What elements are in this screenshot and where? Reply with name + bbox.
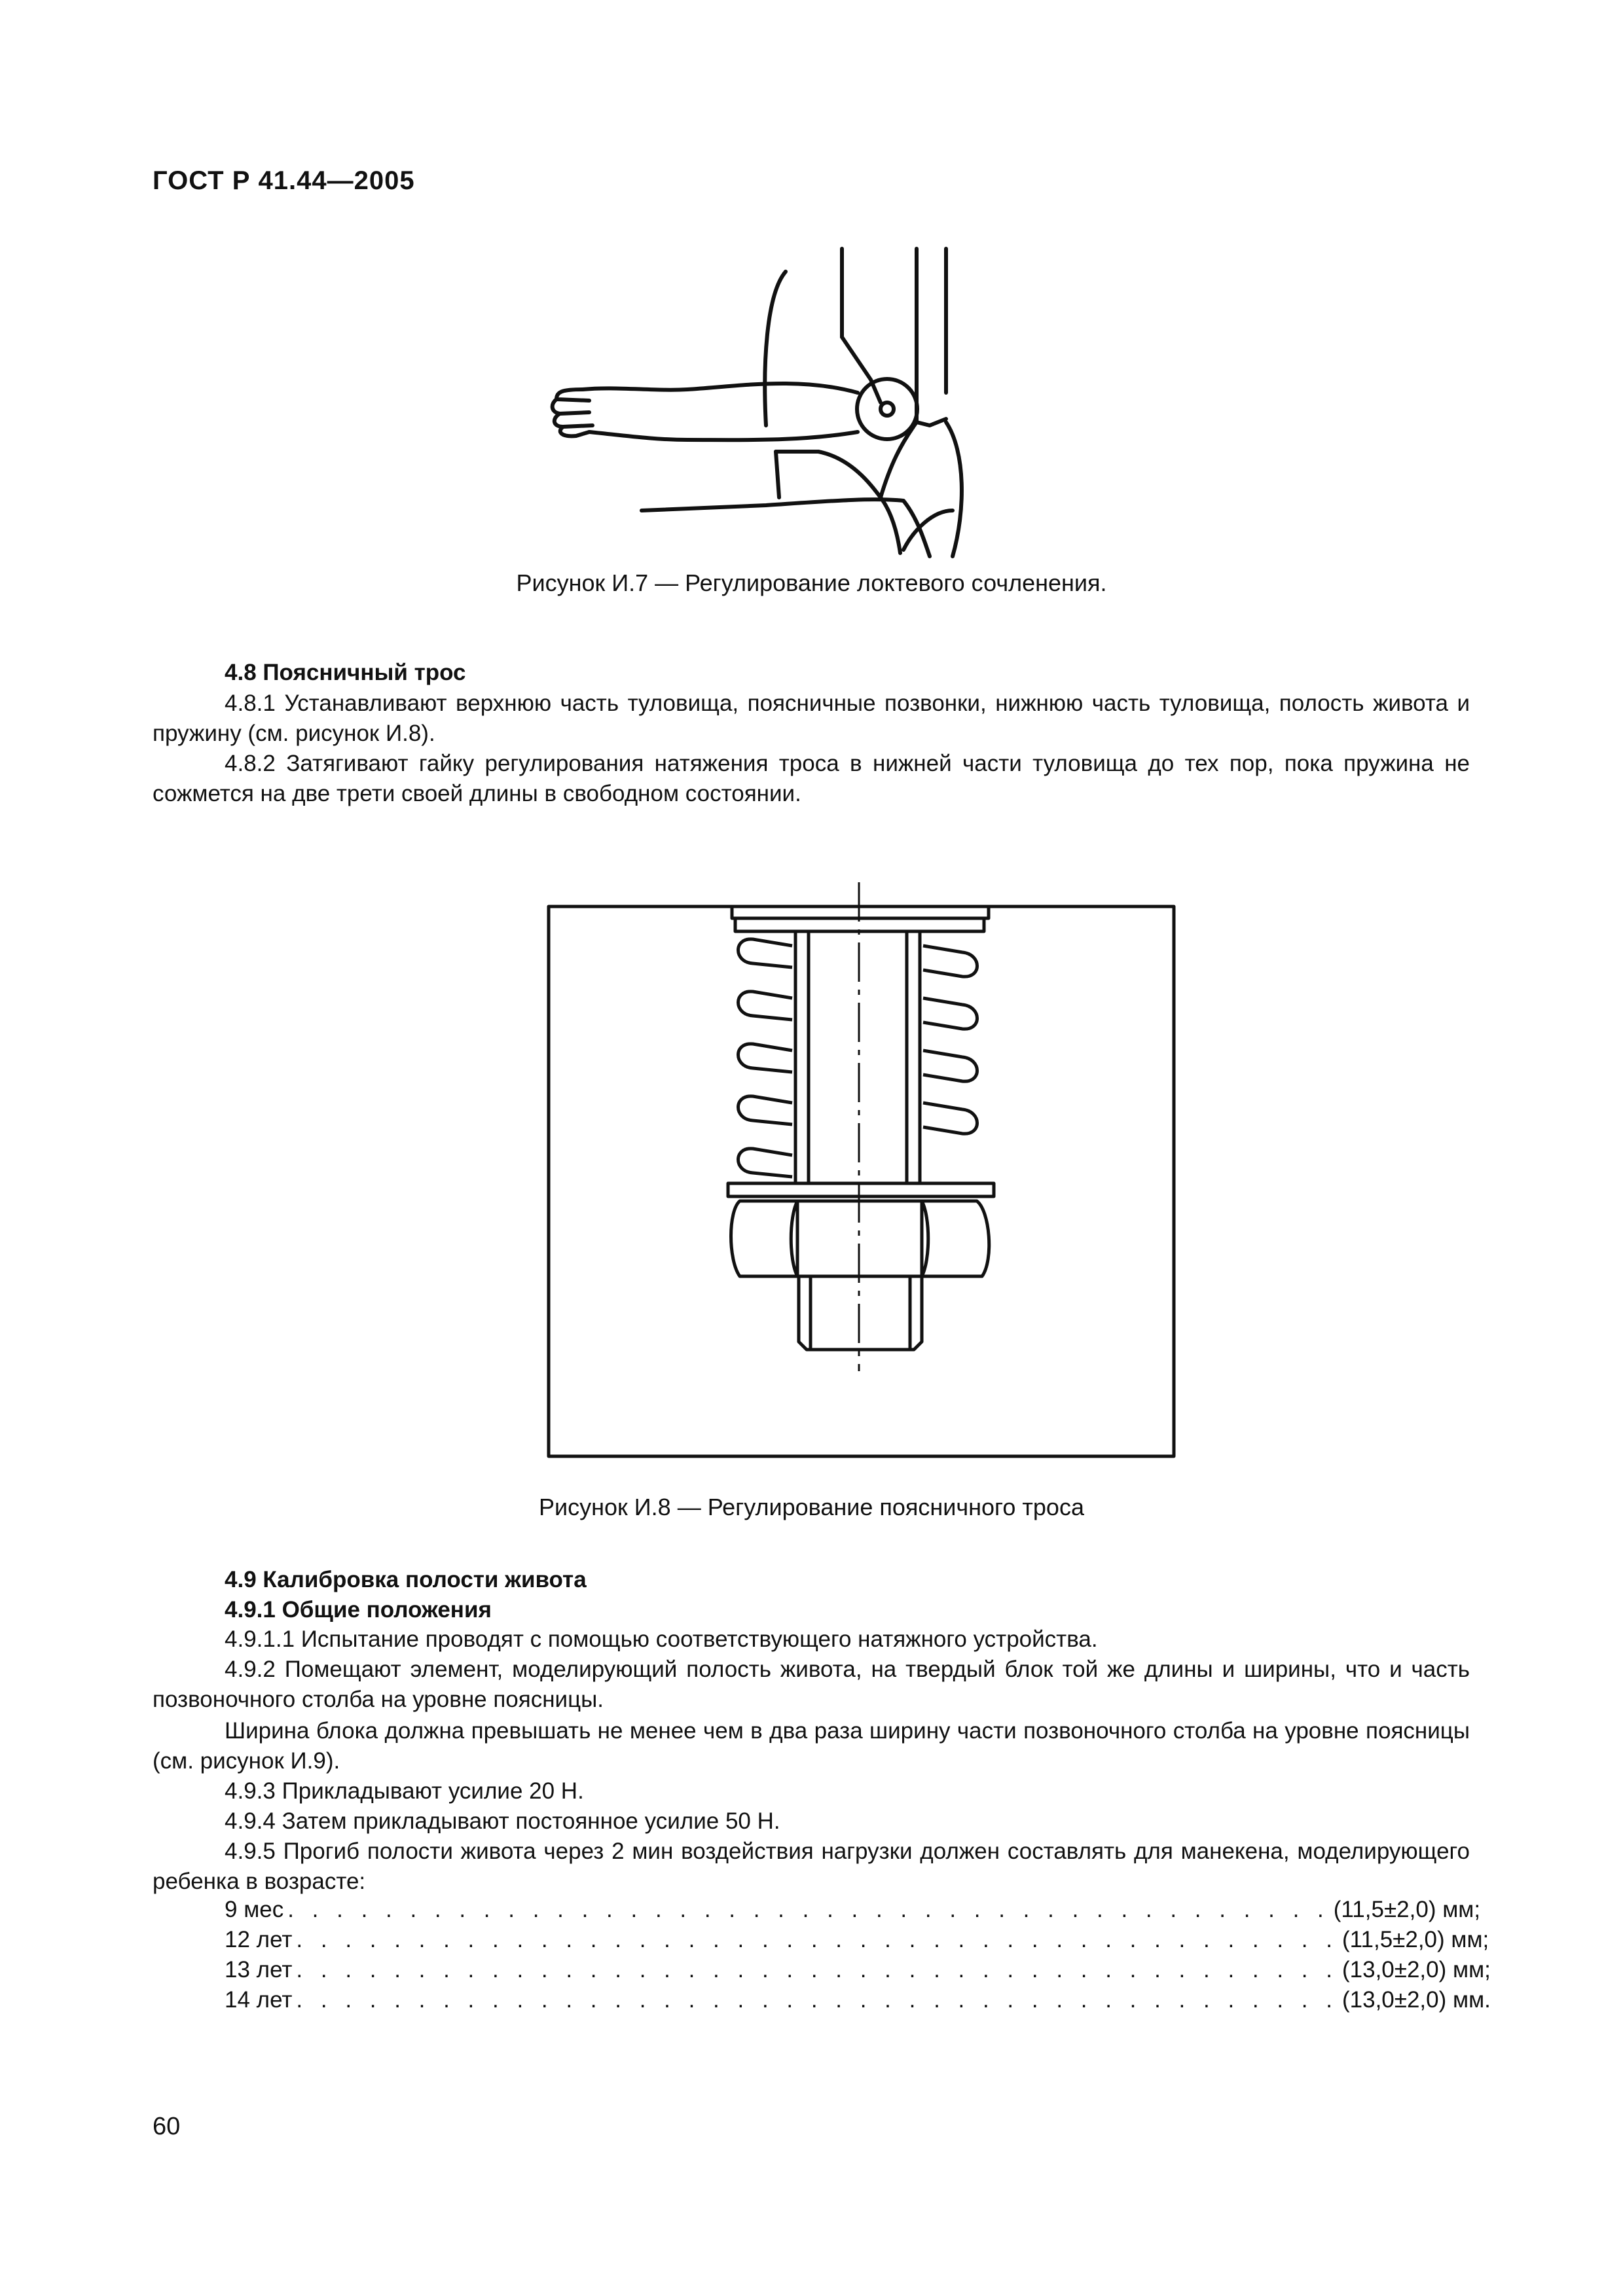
- paragraph-4-9-1-1: 4.9.1.1 Испытание проводят с помощью соответствующего натяжного устройства.: [225, 1626, 1098, 1652]
- deflection-row: 14 лет . . . . . . . . . . . . . . . . . . . . . . . . . . . . . . . . . . . . . . . . . . . (13,0±2,0) мм.: [225, 1987, 1491, 2013]
- paragraph-4-9-3: 4.9.3 Прикладывают усилие 20 Н.: [225, 1778, 584, 1804]
- section-4-8-title: 4.8 Поясничный трос: [225, 660, 466, 685]
- paragraph-4-9-4: 4.9.4 Затем прикладывают постоянное усилие 50 Н.: [225, 1808, 780, 1834]
- paragraph-block-width: Ширина блока должна превышать не менее чем в два раза ширину части позвоночного столба на уровне поясницы (см. рисунок И.9).: [153, 1718, 1470, 1774]
- paragraph-4-9-5: 4.9.5 Прогиб полости живота через 2 мин воздействия нагрузки должен составлять для манекена, моделирующего ребенка в возрасте:: [153, 1839, 1470, 1894]
- section-4-9-1-title: 4.9.1 Общие положения: [225, 1597, 492, 1623]
- deflection-row: 9 мес . . . . . . . . . . . . . . . . . . . . . . . . . . . . . . . . . . . . . . . . . . . (11,5±2,0) мм;: [225, 1897, 1481, 1922]
- section-4-9-title: 4.9 Калибровка полости живота: [225, 1567, 587, 1592]
- paragraph-4-8-1: 4.8.1 Устанавливают верхнюю часть туловища, поясничные позвонки, нижнюю часть туловища, полость живота и пружину (см. рисунок И.8).: [153, 691, 1470, 746]
- deflection-age: 14 лет: [225, 1987, 293, 2013]
- deflection-value: (11,5±2,0) мм;: [1341, 1927, 1489, 1952]
- paragraph-4-8-2: 4.8.2 Затягивают гайку регулирования натяжения троса в нижней части туловища до тех пор, пока пружина не сожмется на две трети своей длины в свободном состоянии.: [153, 751, 1470, 806]
- deflection-row: 12 лет . . . . . . . . . . . . . . . . . . . . . . . . . . . . . . . . . . . . . . . . . . . (11,5±2,0) мм;: [225, 1927, 1489, 1952]
- deflection-row: 13 лет . . . . . . . . . . . . . . . . . . . . . . . . . . . . . . . . . . . . . . . . . . . (13,0±2,0) мм;: [225, 1957, 1491, 1982]
- page-number: 60: [153, 2113, 181, 2140]
- deflection-value: (13,0±2,0) мм;: [1341, 1957, 1491, 1982]
- deflection-value: (13,0±2,0) мм.: [1341, 1987, 1491, 2013]
- deflection-age: 12 лет: [225, 1927, 293, 1952]
- paragraph-4-9-2: 4.9.2 Помещают элемент, моделирующий полость живота, на твердый блок той же длины и ширины, что и часть позвоночного столба на уровне поясницы.: [153, 1657, 1470, 1712]
- document-header: ГОСТ Р 41.44—2005: [153, 166, 415, 195]
- deflection-age: 9 мес: [225, 1897, 284, 1922]
- deflection-age: 13 лет: [225, 1957, 293, 1982]
- figure-7-caption: Рисунок И.7 — Регулирование локтевого сочленения.: [516, 569, 1107, 596]
- deflection-value: (11,5±2,0) мм;: [1333, 1897, 1481, 1922]
- figure-8-caption: Рисунок И.8 — Регулирование поясничного троса: [539, 1494, 1084, 1520]
